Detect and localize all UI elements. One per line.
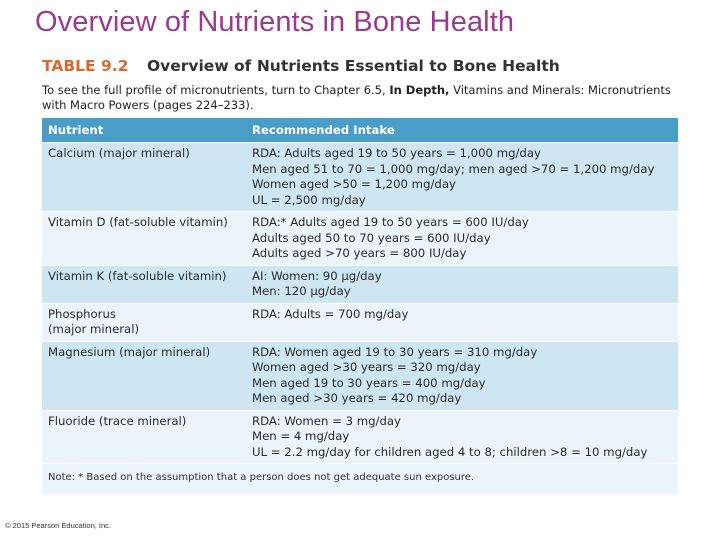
nutrient-table	[42, 118, 678, 494]
intake-cell	[246, 410, 678, 464]
nutrient-cell	[42, 341, 246, 410]
intake-cell	[246, 212, 678, 266]
table-row	[42, 143, 678, 212]
intake-line: Men aged >30 years = 420 mg/day	[252, 391, 462, 405]
intake-cell	[246, 143, 678, 212]
intake-line: Women aged >50 = 1,200 mg/day	[252, 177, 456, 191]
intake-cell	[246, 303, 678, 341]
intake-line: RDA: Women = 3 mg/day	[252, 413, 401, 428]
nutrient-name-line: (major mineral)	[48, 322, 140, 336]
intake-line: UL = 2.2 mg/day for children aged 4 to 8; children >8 = 10 mg/day	[252, 444, 648, 459]
intake-line: Men aged 51 to 70 = 1,000 mg/day; men aged >70 = 1,200 mg/day	[252, 161, 655, 176]
table-row	[42, 212, 678, 266]
nutrient-name-line: Fluoride (trace mineral)	[48, 413, 187, 428]
table-intro	[42, 83, 682, 112]
slide-title: Overview of Nutrients in Bone Health	[35, 6, 515, 38]
table-row	[42, 410, 678, 464]
nutrient-cell	[42, 143, 246, 212]
intake-line: Women aged >30 years = 320 mg/day	[252, 360, 481, 374]
table-header-row	[42, 118, 678, 143]
nutrient-name-line: Vitamin D (fat-soluble vitamin)	[48, 215, 228, 229]
intro-text-1: To see the full profile of micronutrients, turn to Chapter 6.5,	[42, 83, 390, 97]
intake-line: AI: Women: 90 µg/day	[252, 268, 382, 283]
table-row	[42, 303, 678, 341]
nutrient-name-line: Vitamin K (fat-soluble vitamin)	[48, 268, 227, 283]
intro-text-2: Vitamins and Minerals: Micronutrients with Macro Powers (pages 224–233).	[42, 83, 671, 112]
nutrient-name-line: Calcium (major mineral)	[48, 146, 190, 160]
table-row	[42, 341, 678, 410]
intake-cell	[246, 341, 678, 410]
intake-line: Men: 120 µg/day	[252, 284, 351, 298]
copyright-text: © 2015 Pearson Education, Inc.	[5, 521, 112, 530]
nutrient-name-line: Magnesium (major mineral)	[48, 344, 211, 359]
table-number: TABLE 9.2	[42, 57, 129, 75]
table-note: Note: * Based on the assumption that a person does not get adequate sun exposure.	[42, 464, 678, 494]
intake-line: Men = 4 mg/day	[252, 429, 350, 443]
intake-line: RDA: Women aged 19 to 30 years = 310 mg/day	[252, 344, 538, 359]
intake-line: RDA: Adults = 700 mg/day	[252, 306, 409, 321]
table-heading	[42, 57, 682, 76]
intake-line: UL = 2,500 mg/day	[252, 192, 366, 207]
intake-line: Men aged 19 to 30 years = 400 mg/day	[252, 375, 486, 390]
intake-line: Adults aged 50 to 70 years = 600 IU/day	[252, 230, 491, 245]
nutrient-name-line: Phosphorus	[48, 306, 116, 321]
table-caption: Overview of Nutrients Essential to Bone Health	[146, 57, 560, 75]
intake-line: Adults aged >70 years = 800 IU/day	[252, 246, 467, 260]
nutrient-cell	[42, 265, 246, 303]
header-recommended-intake: Recommended Intake	[246, 118, 678, 143]
intake-line: RDA: Adults aged 19 to 50 years = 1,000 mg/day	[252, 146, 541, 160]
nutrient-cell	[42, 410, 246, 464]
intro-bold-text: In Depth,	[389, 83, 450, 97]
table-row	[42, 265, 678, 303]
header-nutrient: Nutrient	[42, 118, 246, 143]
table-body	[42, 143, 678, 494]
nutrient-cell	[42, 303, 246, 341]
nutrient-cell	[42, 212, 246, 266]
intake-cell	[246, 265, 678, 303]
intake-line: RDA:* Adults aged 19 to 50 years = 600 IU/day	[252, 215, 529, 229]
table-note-row	[42, 464, 678, 494]
